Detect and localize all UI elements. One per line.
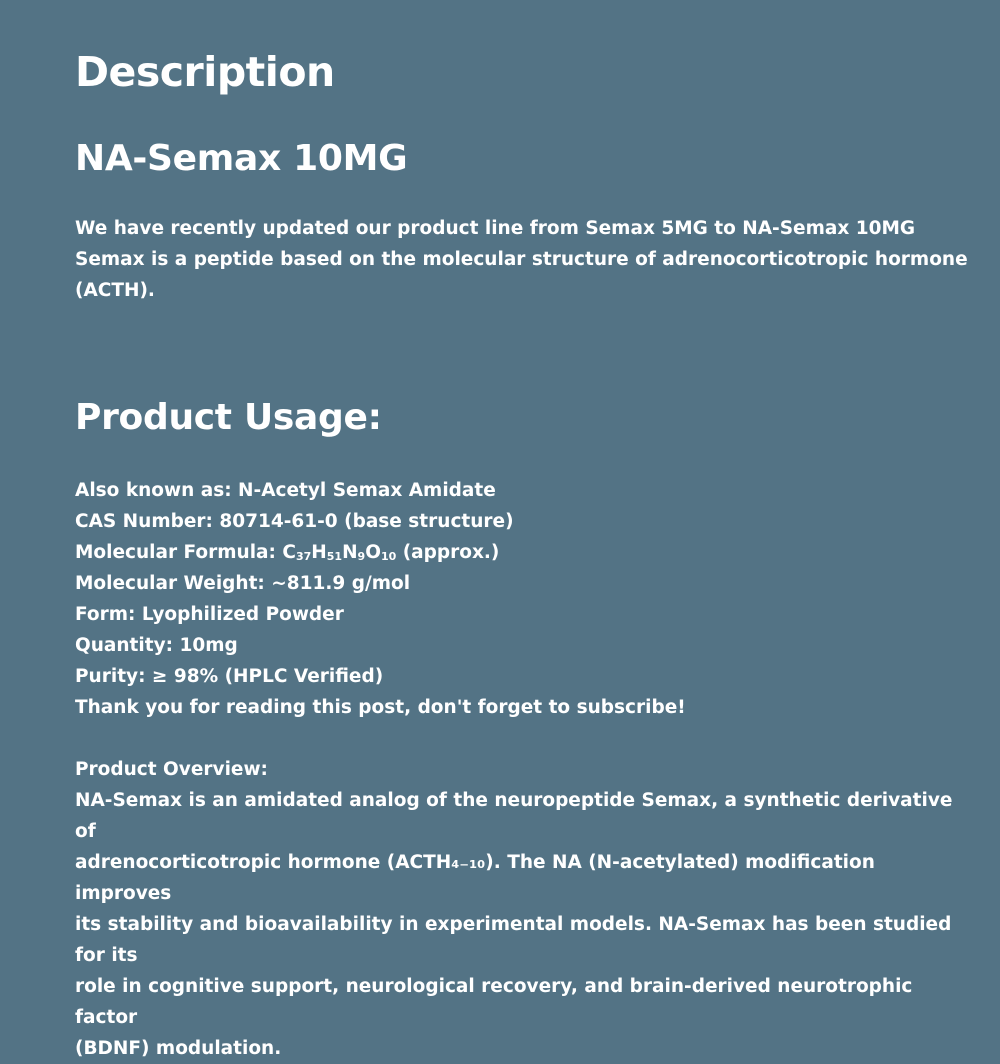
overview-line-4: role in cognitive support, neurological recovery, and brain-derived neurotrophic factor — [75, 976, 913, 1028]
formula-h-count: 51 — [326, 550, 343, 563]
intro-line-3: (ACTH). — [75, 280, 155, 301]
product-usage-list — [75, 475, 975, 723]
formula-c-count: 37 — [295, 550, 312, 563]
product-overview — [75, 754, 975, 1064]
also-known-as: Also known as: N-Acetyl Semax Amidate — [75, 480, 496, 501]
formula-label: Molecular Formula: — [75, 542, 283, 563]
formula-o: O — [365, 542, 381, 563]
product-title: NA-Semax 10MG — [75, 138, 408, 179]
overview-heading: Product Overview: — [75, 759, 268, 780]
formula-suffix: (approx.) — [396, 542, 500, 563]
formula-n: N — [342, 542, 358, 563]
overview-line-2: adrenocorticotropic hormone (ACTH₄₋₁₀). The NA (N-acetylated) modification improves — [75, 852, 875, 904]
purity: Purity: ≥ 98% (HPLC Verified) — [75, 666, 384, 687]
formula-o-count: 10 — [380, 550, 397, 563]
formula-n-count: 9 — [357, 550, 366, 563]
molecular-weight: Molecular Weight: ~811.9 g/mol — [75, 573, 411, 594]
overview-line-1: NA-Semax is an amidated analog of the neuropeptide Semax, a synthetic derivative of — [75, 790, 953, 842]
quantity: Quantity: 10mg — [75, 635, 238, 656]
molecular-formula — [75, 537, 975, 568]
overview-line-3: its stability and bioavailability in experimental models. NA-Semax has been studied for its — [75, 914, 952, 966]
intro-line-2: Semax is a peptide based on the molecular structure of adrenocorticotropic hormone — [75, 249, 968, 270]
cas-number: CAS Number: 80714-61-0 (base structure) — [75, 511, 514, 532]
product-usage-heading: Product Usage: — [75, 397, 382, 438]
intro-line-1: We have recently updated our product line from Semax 5MG to NA-Semax 10MG — [75, 218, 916, 239]
description-heading: Description — [75, 48, 335, 96]
overview-line-5: (BDNF) modulation. — [75, 1038, 282, 1059]
intro-paragraph — [75, 213, 975, 306]
formula-c: C — [282, 542, 296, 563]
subscribe-message: Thank you for reading this post, don't forget to subscribe! — [75, 697, 686, 718]
formula-h: H — [311, 542, 327, 563]
form: Form: Lyophilized Powder — [75, 604, 344, 625]
